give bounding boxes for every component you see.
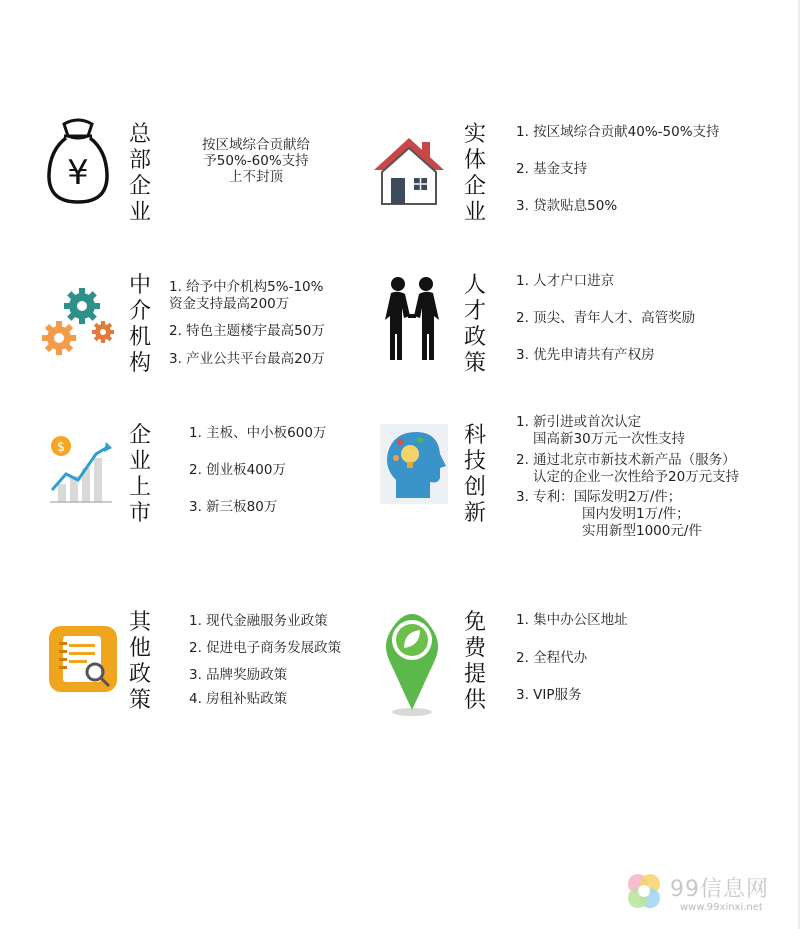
title-char: 其 xyxy=(128,610,151,635)
title-char: 他 xyxy=(128,636,151,661)
title-char: 体 xyxy=(463,148,486,173)
title-char: 市 xyxy=(128,501,151,526)
map-pin-leaf-icon xyxy=(380,608,444,718)
title-char: 技 xyxy=(463,449,486,474)
item-text-cont: 认定的企业一次性给予20万元支持 xyxy=(533,469,740,485)
title-char: 机 xyxy=(128,325,151,350)
watermark-url: www.99xinxi.net xyxy=(680,902,763,913)
list-item: 3. 产业公共平台最高20万 xyxy=(169,351,325,367)
svg-text:¥: ¥ xyxy=(67,153,89,193)
item-text-cont: 国内发明1万/件； xyxy=(582,506,690,522)
list-item: 4. 房租补贴政策 xyxy=(189,691,288,707)
people-icon xyxy=(382,276,442,360)
list-item: 2. 顶尖、青年人才、高管奖励 xyxy=(516,310,696,326)
title-char: 业 xyxy=(128,200,151,225)
growth-chart-icon xyxy=(48,428,114,504)
title-char: 政 xyxy=(128,662,151,687)
hq-text-line: 按区域综合贡献给 xyxy=(202,137,310,153)
list-item: 1. 集中办公区地址 xyxy=(516,612,628,628)
title-char: 业 xyxy=(128,449,151,474)
list-item xyxy=(516,414,685,448)
item-text-cont: 资金支持最高200万 xyxy=(169,296,290,312)
hq-text-line: 上不封顶 xyxy=(229,169,283,185)
list-item: 3. 品牌奖励政策 xyxy=(189,667,288,683)
list-item: 2. 特色主题楼宇最高50万 xyxy=(169,323,325,339)
item-text-cont: 国高新30万元一次性支持 xyxy=(533,431,686,447)
list-item: 3. 新三板80万 xyxy=(189,499,278,515)
item-text: 1. 新引进或首次认定 xyxy=(516,414,642,430)
item-text: 2. 通过北京市新技术新产品（服务） xyxy=(516,452,736,468)
title-char: 部 xyxy=(128,148,151,173)
list-item: 2. 创业板400万 xyxy=(189,462,286,478)
title-char: 供 xyxy=(463,688,486,713)
title-char: 政 xyxy=(463,325,486,350)
list-item: 2. 全程代办 xyxy=(516,650,588,666)
title-char: 费 xyxy=(463,636,486,661)
title-char: 上 xyxy=(128,475,151,500)
notebook-icon xyxy=(49,626,117,692)
list-item xyxy=(516,452,739,486)
title-char: 构 xyxy=(128,351,151,376)
list-item: 1. 现代金融服务业政策 xyxy=(189,613,328,629)
title-char: 策 xyxy=(128,688,151,713)
title-char: 新 xyxy=(463,501,486,526)
title-char: 业 xyxy=(463,200,486,225)
hq-text-line: 予50%-60%支持 xyxy=(203,153,309,169)
title-char: 企 xyxy=(463,174,486,199)
title-char: 创 xyxy=(463,475,486,500)
title-char: 人 xyxy=(463,273,486,298)
title-char: 企 xyxy=(128,423,151,448)
gears-icon xyxy=(42,284,118,364)
title-char: 实 xyxy=(463,122,486,147)
list-item: 2. 促进电子商务发展政策 xyxy=(189,640,342,656)
watermark-name: 99信息网 xyxy=(670,877,769,902)
list-item: 3. 优先申请共有产权房 xyxy=(516,347,655,363)
title-char: 免 xyxy=(463,610,486,635)
list-item: 1. 按区域综合贡献40%-50%支持 xyxy=(516,124,720,140)
title-char: 中 xyxy=(128,273,151,298)
list-item: 3. 贷款贴息50% xyxy=(516,198,618,214)
money-bag-icon xyxy=(44,118,112,206)
list-item xyxy=(169,279,323,313)
item-text: 3. 专利：国际发明2万/件； xyxy=(516,489,682,505)
item-text-cont: 实用新型1000元/件 xyxy=(582,523,702,539)
list-item: 1. 主板、中小板600万 xyxy=(189,425,327,441)
title-char: 总 xyxy=(128,122,151,147)
list-item: 1. 人才户口进京 xyxy=(516,273,615,289)
title-char: 才 xyxy=(463,299,486,324)
title-char: 介 xyxy=(128,299,151,324)
title-char: 提 xyxy=(463,662,486,687)
house-icon xyxy=(368,134,450,208)
item-text: 1. 给予中介机构5%-10% xyxy=(169,279,324,295)
title-char: 科 xyxy=(463,423,486,448)
watermark-logo-icon xyxy=(622,870,666,914)
title-char: 策 xyxy=(463,351,486,376)
svg-text:$: $ xyxy=(56,440,66,455)
list-item: 2. 基金支持 xyxy=(516,161,588,177)
title-char: 企 xyxy=(128,174,151,199)
head-idea-icon xyxy=(380,424,448,504)
list-item: 3. VIP服务 xyxy=(516,687,582,703)
watermark xyxy=(622,868,792,918)
list-item xyxy=(516,489,702,540)
